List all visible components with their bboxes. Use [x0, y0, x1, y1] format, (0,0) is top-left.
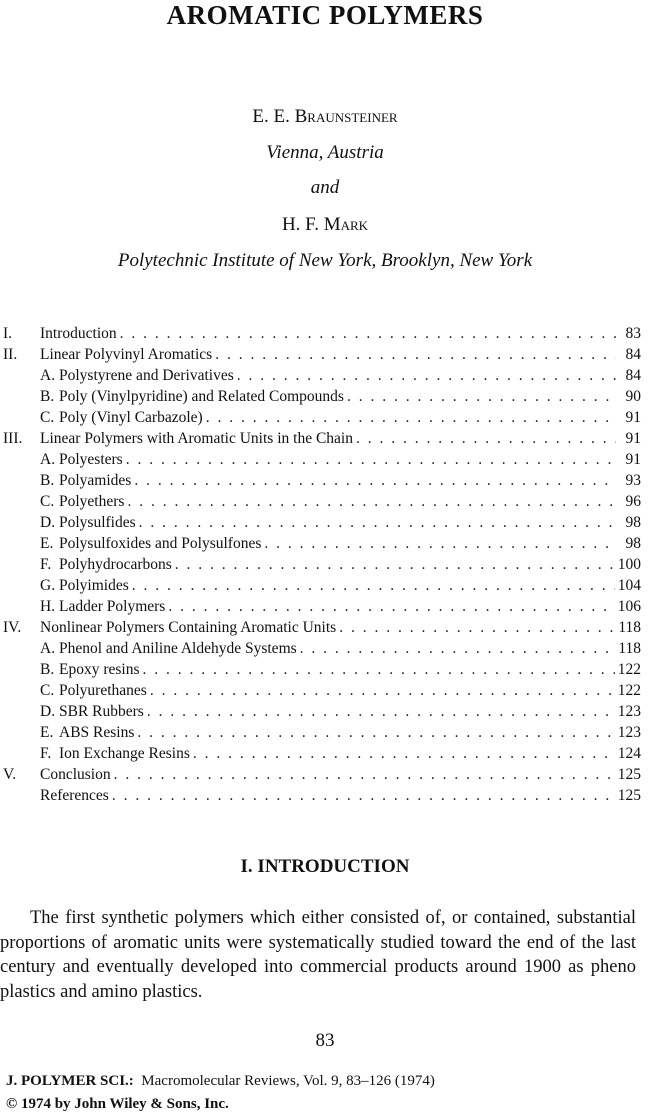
toc-entry [3, 449, 641, 470]
toc-title: Polyethers [59, 493, 125, 510]
toc-page: 122 [617, 661, 641, 678]
paragraph: The first synthetic polymers which either consisted of, or contained, substantial proportions of aromatic units were systematically studied toward the end of the last century and eventually developed into commercial products around 1900 as pheno plastics and amino plastics. [0, 908, 636, 1002]
toc-letter: C. [40, 682, 55, 699]
toc-leader-dots [347, 386, 616, 407]
toc-title: ABS Resins [59, 724, 135, 741]
toc-entry [3, 428, 641, 449]
toc-entry [3, 575, 641, 596]
toc-title: Polyamides [59, 472, 132, 489]
toc-entry [3, 554, 641, 575]
toc-title: Ion Exchange Resins [59, 745, 190, 762]
toc-entry [3, 533, 641, 554]
toc-title: Linear Polymers with Aromatic Units in the Chain [40, 430, 353, 447]
toc-page: 118 [618, 640, 641, 657]
toc-leader-dots [356, 428, 616, 449]
toc-page: 90 [625, 388, 641, 405]
toc-entry [3, 680, 641, 701]
toc-page: 125 [617, 787, 641, 804]
toc-leader-dots [126, 449, 616, 470]
toc-number: IV. [3, 619, 22, 636]
toc-leader-dots [134, 470, 616, 491]
toc-entry [3, 785, 641, 806]
toc-entry [3, 617, 641, 638]
toc-page: 118 [618, 619, 641, 636]
toc-page: 124 [617, 745, 641, 762]
toc-leader-dots [300, 638, 616, 659]
toc-leader-dots [143, 659, 615, 680]
toc-title: Poly (Vinyl Carbazole) [59, 409, 203, 426]
author-2: H. F. Mark [281, 214, 369, 235]
author-1: E. E. Braunsteiner [252, 106, 398, 127]
toc-entry [3, 743, 641, 764]
page-number: 83 [315, 1030, 335, 1051]
toc-entry [3, 764, 641, 785]
toc-title: Polyhydrocarbons [59, 556, 172, 573]
toc-leader-dots [132, 575, 615, 596]
toc-leader-dots [168, 596, 614, 617]
toc-title: Introduction [40, 325, 117, 342]
toc-entry [3, 638, 641, 659]
toc-page: 91 [625, 451, 641, 468]
toc-leader-dots [206, 407, 616, 428]
toc-letter: C. [40, 409, 55, 426]
toc-leader-dots [112, 785, 615, 806]
body-text [0, 906, 636, 1004]
toc-entry [3, 386, 641, 407]
toc-title: References [40, 787, 109, 804]
toc-title: Phenol and Aniline Aldehyde Systems [59, 640, 297, 657]
toc-title: Polyimides [59, 577, 129, 594]
toc-entry [3, 323, 641, 344]
toc-leader-dots [339, 617, 615, 638]
table-of-contents [3, 323, 641, 806]
page-title: AROMATIC POLYMERS [166, 0, 484, 30]
toc-page: 123 [617, 724, 641, 741]
toc-title: Linear Polyvinyl Aromatics [40, 346, 213, 363]
toc-title: Poly (Vinylpyridine) and Related Compounds [59, 388, 344, 405]
toc-page: 106 [617, 598, 641, 615]
toc-leader-dots [264, 533, 616, 554]
toc-entry [3, 659, 641, 680]
toc-number: III. [3, 430, 23, 447]
toc-page: 98 [625, 514, 641, 531]
toc-number: II. [3, 346, 18, 363]
toc-page: 84 [625, 367, 641, 384]
toc-page: 83 [625, 325, 641, 342]
toc-leader-dots [193, 743, 615, 764]
toc-page: 93 [625, 472, 641, 489]
affiliation-1: Vienna, Austria [266, 142, 384, 163]
copyright: © 1974 by John Wiley & Sons, Inc. [6, 1096, 229, 1112]
toc-page: 122 [617, 682, 641, 699]
toc-leader-dots [215, 344, 616, 365]
toc-entry [3, 365, 641, 386]
toc-letter: G. [40, 577, 56, 594]
toc-letter: B. [40, 472, 55, 489]
toc-entry [3, 491, 641, 512]
toc-page: 91 [625, 430, 641, 447]
journal-abbrev: J. POLYMER SCI.: [6, 1073, 134, 1089]
toc-letter: F. [40, 556, 52, 573]
toc-number: I. [3, 325, 13, 342]
toc-title: Polystyrene and Derivatives [59, 367, 234, 384]
toc-entry [3, 344, 641, 365]
journal-citation [6, 1073, 435, 1090]
toc-letter: B. [40, 388, 55, 405]
toc-title: Polysulfoxides and Polysulfones [59, 535, 262, 552]
toc-entry [3, 722, 641, 743]
toc-leader-dots [114, 764, 615, 785]
toc-number: V. [3, 766, 17, 783]
toc-leader-dots [137, 722, 614, 743]
toc-title: Conclusion [40, 766, 111, 783]
toc-title: Ladder Polymers [59, 598, 166, 615]
toc-leader-dots [147, 701, 615, 722]
toc-title: Polyesters [59, 451, 123, 468]
author-conjunction: and [310, 177, 340, 198]
toc-page: 100 [617, 556, 641, 573]
journal-info: Macromolecular Reviews, Vol. 9, 83–126 (1974) [141, 1073, 435, 1089]
section-heading: I. INTRODUCTION [240, 856, 410, 877]
toc-entry [3, 470, 641, 491]
toc-page: 123 [617, 703, 641, 720]
toc-letter: F. [40, 745, 52, 762]
toc-letter: H. [40, 598, 56, 615]
toc-title: Polysulfides [59, 514, 136, 531]
toc-leader-dots [175, 554, 615, 575]
toc-letter: D. [40, 703, 56, 720]
toc-leader-dots [237, 365, 616, 386]
toc-letter: B. [40, 661, 55, 678]
toc-leader-dots [127, 491, 616, 512]
toc-leader-dots [139, 512, 616, 533]
toc-leader-dots [150, 680, 615, 701]
toc-page: 96 [625, 493, 641, 510]
toc-title: Polyurethanes [59, 682, 147, 699]
toc-title: SBR Rubbers [59, 703, 144, 720]
toc-letter: E. [40, 724, 54, 741]
toc-entry [3, 701, 641, 722]
toc-page: 84 [625, 346, 641, 363]
toc-letter: A. [40, 640, 56, 657]
toc-leader-dots [120, 323, 616, 344]
toc-letter: C. [40, 493, 55, 510]
toc-letter: A. [40, 451, 56, 468]
affiliation-2: Polytechnic Institute of New York, Brooklyn, New York [117, 250, 533, 271]
toc-letter: A. [40, 367, 56, 384]
toc-page: 125 [617, 766, 641, 783]
toc-entry [3, 407, 641, 428]
toc-letter: D. [40, 514, 56, 531]
toc-entry [3, 512, 641, 533]
toc-title: Nonlinear Polymers Containing Aromatic Units [40, 619, 337, 636]
toc-page: 98 [625, 535, 641, 552]
toc-letter: E. [40, 535, 54, 552]
toc-title: Epoxy resins [59, 661, 140, 678]
toc-page: 91 [625, 409, 641, 426]
toc-entry [3, 596, 641, 617]
toc-page: 104 [617, 577, 641, 594]
